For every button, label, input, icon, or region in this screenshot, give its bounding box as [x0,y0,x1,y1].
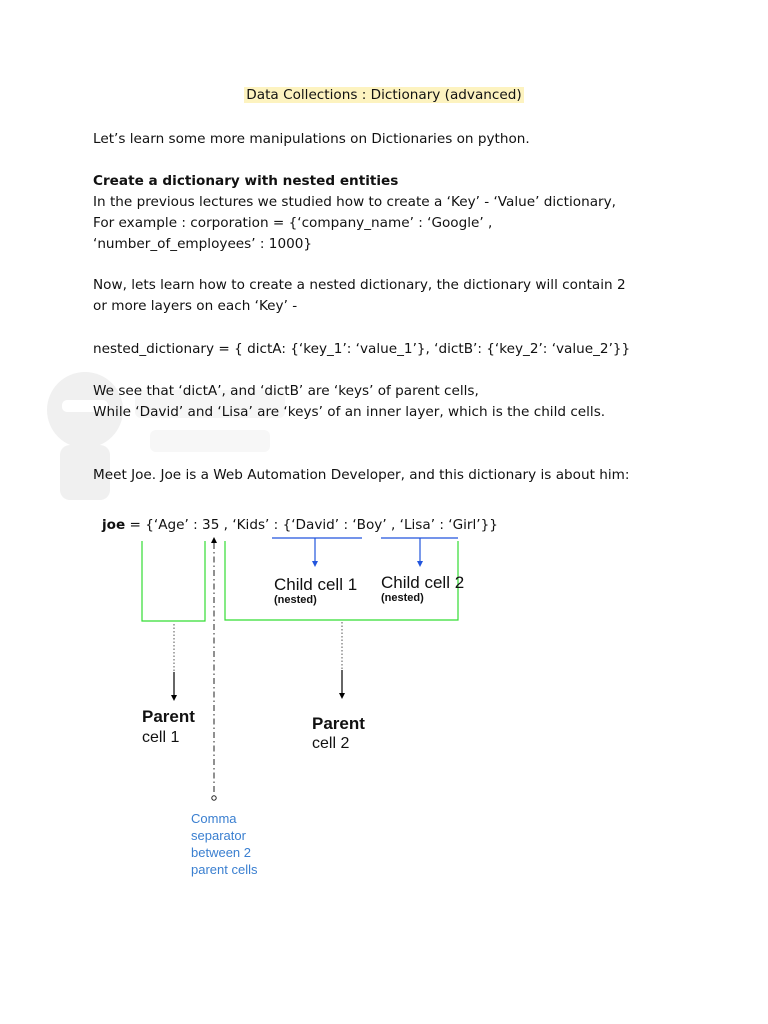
section-heading: Create a dictionary with nested entities [93,173,399,189]
child-cell-2-label: Child cell 2 [381,573,465,592]
child-cell-1-arrowhead [312,561,318,567]
parent-cell-1-arrowhead [171,695,177,701]
meet-joe-text: Meet Joe. Joe is a Web Automation Developer, and this dictionary is about him: [93,467,630,483]
paragraph-line: ‘number_of_employees’ : 1000} [93,236,313,252]
paragraph-line: In the previous lectures we studied how to create a ‘Key’ - ‘Value’ dictionary, [93,194,616,210]
joe-dictionary-code [102,517,498,533]
joe-dictionary-body: = {‘Age’ : 35 , ‘Kids’ : {‘David’ : ‘Boy’ , ‘Lisa’ : ‘Girl’}} [125,517,498,533]
comma-separator-arrowhead [211,537,217,543]
parent-cell-1-sublabel: cell 1 [142,729,180,746]
watermark-logo-icon [40,350,300,510]
paragraph-line: or more layers on each ‘Key’ - [93,298,298,314]
parent-cell-2-label: Parent [312,714,365,733]
paragraph-line: For example : corporation = {‘company_name’ : ‘Google’ , [93,215,493,231]
paragraph-line: We see that ‘dictA’, and ‘dictB’ are ‘keys’ of parent cells, [93,383,479,399]
parent-cell-1-bracket [142,541,205,621]
paragraph-line: Now, lets learn how to create a nested dictionary, the dictionary will contain 2 [93,277,626,293]
parent-cell-2-sublabel: cell 2 [312,735,350,752]
parent-cell-1-label: Parent [142,707,195,726]
comma-separator-note: Comma separator between 2 parent cells [191,811,258,877]
child-cell-2-sublabel: (nested) [381,592,424,604]
paragraph-line: While ‘David’ and ‘Lisa’ are ‘keys’ of an inner layer, which is the child cells. [93,404,606,420]
parent-cell-2-arrowhead [339,693,345,699]
child-cell-2-arrowhead [417,561,423,567]
intro-text: Let’s learn some more manipulations on Dictionaries on python. [93,131,530,147]
nested-dictionary-example: nested_dictionary = { dictA: {‘key_1’: ‘value_1’}, ‘dictB’: {‘key_2’: ‘value_2’}} [93,341,631,357]
joe-variable: joe [102,517,126,533]
child-cell-1-sublabel: (nested) [274,594,317,606]
child-cell-1-label: Child cell 1 [274,575,358,594]
page-title: Data Collections : Dictionary (advanced) [246,87,522,103]
